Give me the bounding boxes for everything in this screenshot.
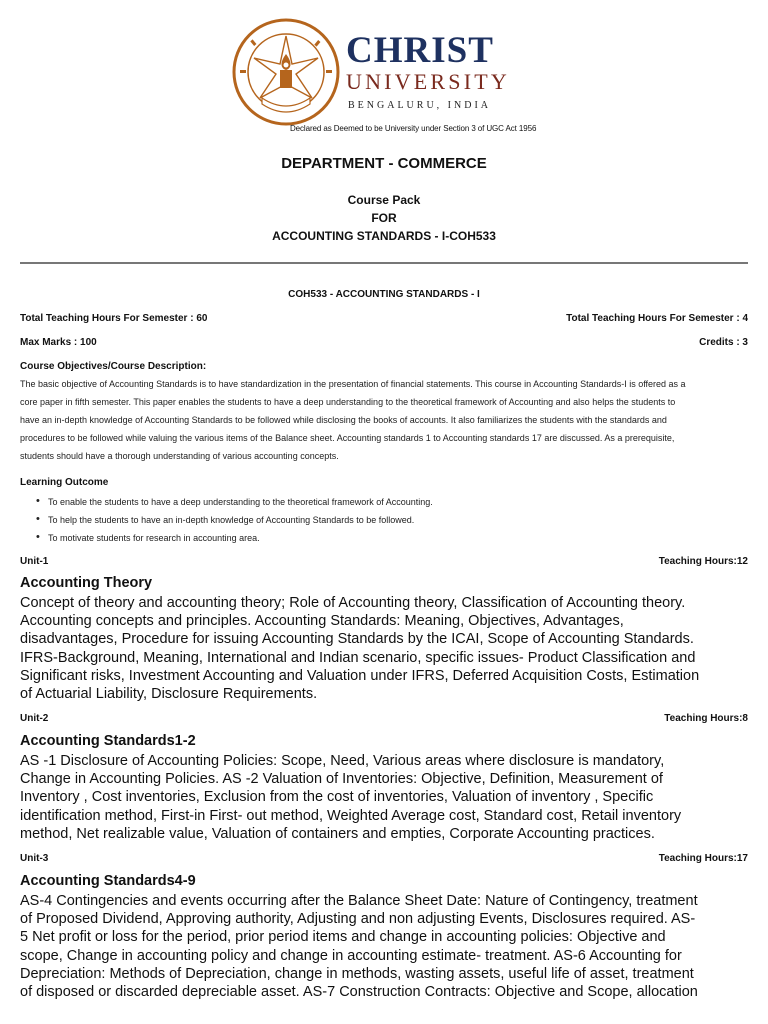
list-item: • To enable the students to have a deep understanding to the theoretical framework of Accounting.	[36, 493, 736, 511]
unit-title: Accounting Standards4-9	[20, 873, 196, 889]
paragraph-line: Depreciation: Methods of Depreciation, change in methods, wasting assets, useful life of asset, treatment	[20, 965, 694, 982]
unit-label: Unit-3	[20, 853, 49, 864]
university-logo	[232, 14, 537, 138]
max-marks: Max Marks : 100	[20, 337, 97, 348]
paragraph-line: have an in-depth knowledge of Accounting Standards to be followed while disclosing the books of accounts. It also familiarizes the students with the standards and	[20, 415, 667, 425]
paragraph-line: identification method, First-in First- out method, Weighted Average cost, Standard cost, Retail inventory	[20, 807, 682, 824]
unit-header	[20, 713, 748, 724]
marks-credits-row	[20, 337, 748, 348]
unit-title: Accounting Standards1-2	[20, 733, 196, 749]
unit-header	[20, 853, 748, 864]
unit-title: Accounting Theory	[20, 575, 153, 591]
paragraph-line: Inventory , Cost inventories, Exclusion from the cost of inventories, Valuation of inventory , Specific	[20, 789, 654, 806]
brand-city: BENGALURU, INDIA	[348, 100, 491, 111]
paragraph-line: method, Net realizable value, Valuation of containers and empties, Corporate Accounting practices.	[20, 825, 655, 842]
unit-teaching-hours: Teaching Hours:8	[664, 713, 748, 724]
department-title: DEPARTMENT - COMMERCE	[281, 155, 487, 172]
unit-description	[20, 892, 756, 1001]
paragraph-line: disadvantages, Procedure for issuing Accounting Standards by the ICAI, Scope of Accounting Standards.	[20, 631, 694, 648]
teaching-hours-row	[20, 313, 748, 324]
course-pack-line: Course Pack	[347, 193, 421, 207]
paragraph-line: AS-4 Contingencies and events occurring after the Balance Sheet Date: Nature of Contingency, treatment	[20, 893, 698, 909]
paragraph-line: 5 Net profit or loss for the period, prior period items and change in accounting policies: Objective and	[20, 929, 666, 946]
brand-block	[346, 32, 536, 111]
divider	[20, 262, 748, 264]
course-title: COH533 - ACCOUNTING STANDARDS - I	[288, 289, 480, 300]
paragraph-line: Significant risks, Investment Accounting and Valuation under IFRS, Deferred Acquisition Costs, Estimation	[20, 667, 700, 684]
unit-header	[20, 556, 748, 567]
teaching-hours-right: Total Teaching Hours For Semester : 4	[566, 313, 748, 324]
teaching-hours-left: Total Teaching Hours For Semester : 60	[20, 313, 208, 324]
paragraph-line: procedures to be followed while valuing the various items of the Balance sheet. Accounting standards 1 to Accounting standards 17 are discussed. As a prerequisite,	[20, 433, 675, 443]
ugc-declaration: Declared as Deemed to be University under Section 3 of UGC Act 1956	[290, 124, 537, 133]
paragraph-line: students should have a thorough understanding of various accounting concepts.	[20, 451, 339, 461]
unit-description	[20, 594, 756, 703]
brand-subtitle: UNIVERSITY	[346, 69, 510, 94]
course-pack-line: FOR	[371, 211, 397, 225]
learning-outcome-list	[36, 493, 736, 547]
unit-description	[20, 752, 756, 843]
unit-teaching-hours: Teaching Hours:12	[658, 556, 748, 567]
course-pack-line: ACCOUNTING STANDARDS - I-COH533	[272, 229, 496, 243]
brand-name: CHRIST	[346, 30, 494, 71]
unit-label: Unit-1	[20, 556, 49, 567]
paragraph-line: Change in Accounting Policies. AS -2 Valuation of Inventories: Objective, Definition, Measurement of	[20, 771, 663, 788]
paragraph-line: scope, Change in accounting policy and change in accounting estimate- treatment. AS-6 Accounting for	[20, 947, 682, 964]
paragraph-line: Accounting concepts and principles. Accounting Standards: Meaning, Objectives, Advantages,	[20, 613, 624, 630]
unit-label: Unit-2	[20, 713, 49, 724]
university-seal-icon	[232, 18, 340, 126]
course-pack-heading	[0, 191, 768, 245]
paragraph-line: Concept of theory and accounting theory; Role of Accounting theory, Classification of Accounting theory.	[20, 595, 686, 611]
paragraph-line: of Actuarial Liability, Disclosure Requirements.	[20, 686, 318, 703]
paragraph-line: of Proposed Dividend, Approving authority, Adjusting and non adjusting Events, Disclosures required. AS-	[20, 911, 696, 928]
list-item: • To motivate students for research in accounting area.	[36, 529, 736, 547]
learning-outcome-heading: Learning Outcome	[20, 477, 109, 488]
paragraph-line: of disposed or discarded depreciable asset. AS-7 Construction Contracts: Objective and Scope, allocation	[20, 984, 698, 1001]
list-item: • To help the students to have an in-depth knowledge of Accounting Standards to be followed.	[36, 511, 736, 529]
objectives-paragraph	[20, 375, 748, 465]
paragraph-line: IFRS-Background, Meaning, International and Indian scenario, specific issues- Product Classification and	[20, 649, 696, 666]
paragraph-line: AS -1 Disclosure of Accounting Policies: Scope, Need, Various areas where disclosure is mandatory,	[20, 753, 665, 769]
objectives-heading: Course Objectives/Course Description:	[20, 361, 207, 372]
paragraph-line: core paper in fifth semester. This paper enables the students to have a deep understanding to the theoretical framework of Accounting and also helps the students to	[20, 397, 676, 407]
credits: Credits : 3	[699, 337, 748, 348]
paragraph-line: The basic objective of Accounting Standards is to have standardization in the presentation of financial statements. This course in Accounting Standards-I is offered as a	[20, 379, 686, 389]
unit-teaching-hours: Teaching Hours:17	[658, 853, 748, 864]
